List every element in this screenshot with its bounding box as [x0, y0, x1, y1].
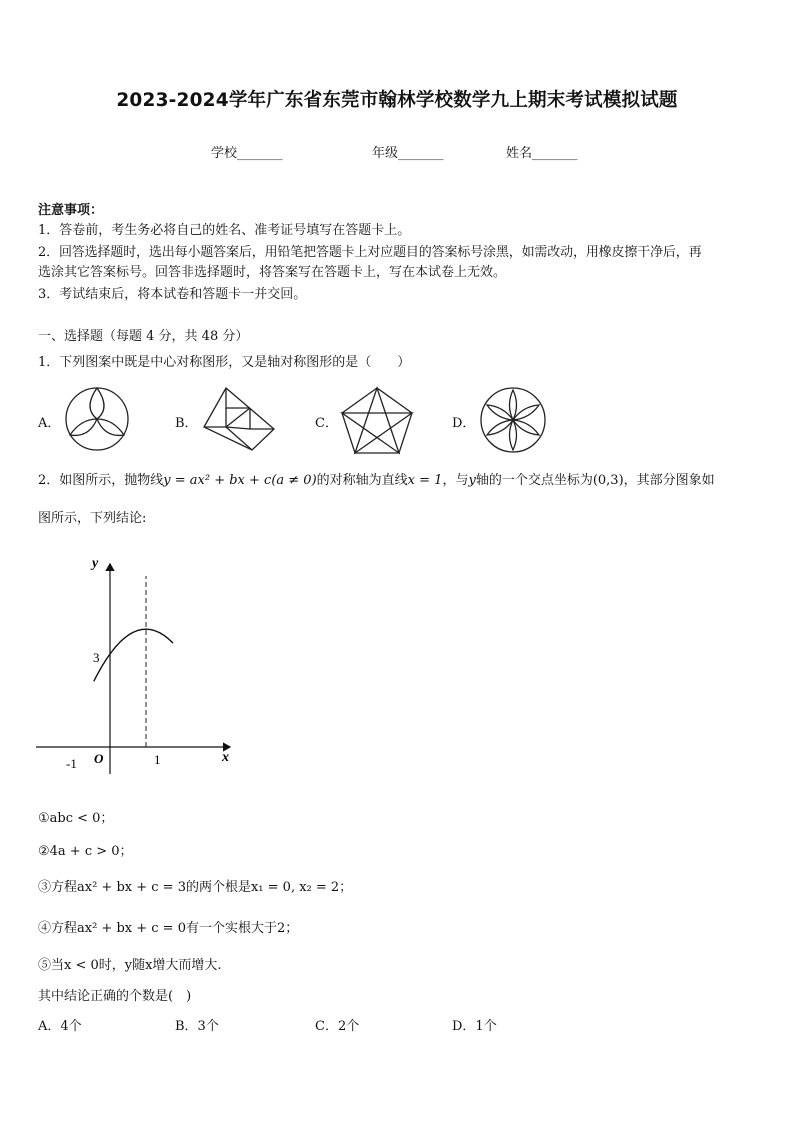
- origin-label: O: [94, 751, 104, 766]
- page-title: 2023-2024学年广东省东莞市翰林学校数学九上期末考试模拟试题: [116, 90, 678, 111]
- q2-stem-part4: 轴的一个交点坐标为: [475, 473, 593, 488]
- tick-label-neg1: -1: [66, 756, 77, 771]
- notice-item-3: 3．考试结束后，将本试卷和答题卡一并交回。: [38, 287, 307, 302]
- q2-option-a[interactable]: A．4个: [38, 1019, 82, 1034]
- x-axis-label: x: [222, 750, 229, 765]
- tick-label-1: 1: [154, 752, 161, 767]
- notice-item-2-cont: 选涂其它答案标号。回答非选择题时，将答案写在答题卡上，写在本试卷上无效。: [38, 265, 507, 280]
- q2-conclusion-3: ③方程ax² + bx + c = 3的两个根是x₁ = 0, x₂ = 2；: [38, 880, 353, 895]
- q2-parabola-graph: [32, 550, 242, 775]
- q2-stem-part3: ，与: [442, 473, 469, 488]
- school-field[interactable]: 学校_______: [211, 146, 283, 161]
- q2-stem: [38, 470, 715, 492]
- q2-conclusion-4: ④方程ax² + bx + c = 0有一个实根大于2；: [38, 921, 299, 936]
- q2-option-d[interactable]: D．1个: [452, 1019, 497, 1034]
- q2-stem-part2: 的对称轴为直线: [316, 473, 408, 488]
- y-axis-label: y: [92, 556, 99, 571]
- q1-figure-c: [340, 386, 414, 456]
- parabola-curve: [94, 629, 173, 681]
- q2-stem-part1: 2．如图所示，抛物线: [38, 473, 164, 488]
- q1-option-b-label[interactable]: B．: [175, 416, 198, 431]
- notice-heading: 注意事项：: [38, 203, 104, 218]
- q1-option-c-label[interactable]: C．: [315, 416, 338, 431]
- q2-y-symbol: y: [468, 473, 476, 488]
- q1-figure-b: [202, 386, 276, 452]
- q2-axis-formula: x = 1: [407, 473, 443, 488]
- q2-option-b[interactable]: B．3个: [175, 1019, 219, 1034]
- q2-stem-part5: ，其部分图象如: [623, 473, 715, 488]
- q2-stem-line2: 图所示，下列结论:: [38, 511, 147, 526]
- name-field[interactable]: 姓名_______: [506, 146, 578, 161]
- grade-field[interactable]: 年级_______: [372, 146, 444, 161]
- q1-option-a-label[interactable]: A．: [38, 416, 61, 431]
- notice-item-1: 1．答卷前，考生务必将自己的姓名、准考证号填写在答题卡上。: [38, 223, 411, 238]
- q2-question: 其中结论正确的个数是( ): [38, 989, 192, 1004]
- q2-parabola-formula: y = ax² + bx + c(a ≠ 0): [163, 473, 317, 488]
- q2-point: (0,3): [592, 473, 624, 488]
- q2-option-c[interactable]: C．2个: [315, 1019, 360, 1034]
- notice-item-2: 2．回答选择题时，选出每小题答案后，用铅笔把答题卡上对应题目的答案标号涂黑，如需改动，用橡皮擦干净后，再: [38, 245, 702, 260]
- q2-conclusion-1: ①abc < 0；: [38, 811, 114, 826]
- q1-option-d-label[interactable]: D．: [452, 416, 476, 431]
- q1-figure-d: [479, 386, 547, 454]
- q2-conclusion-2: ②4a + c > 0；: [38, 844, 133, 859]
- q2-conclusion-5: ⑤当x < 0时，y随x增大而增大.: [38, 958, 222, 973]
- q1-figure-a: [64, 386, 130, 452]
- tick-label-3: 3: [93, 650, 100, 665]
- q1-stem: 1．下列图案中既是中心对称图形，又是轴对称图形的是（ ）: [38, 355, 411, 370]
- section-heading: 一、选择题（每题 4 分，共 48 分）: [38, 329, 249, 344]
